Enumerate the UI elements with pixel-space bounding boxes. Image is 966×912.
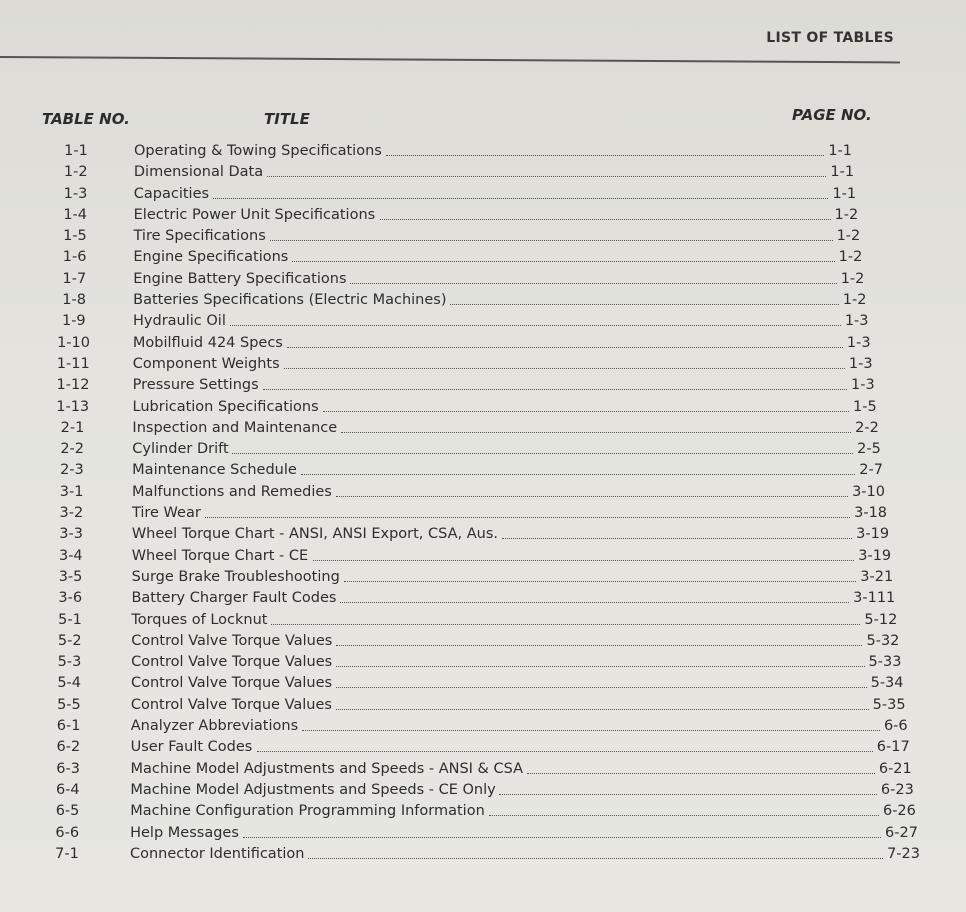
table-number: 1-1 (64, 143, 88, 159)
list-item (0, 673, 966, 694)
table-number: 5-3 (57, 654, 82, 671)
list-item (0, 311, 966, 332)
table-number: 6-5 (55, 803, 80, 820)
table-number: 1-3 (63, 185, 88, 202)
table-title: Surge Brake Troubleshooting (131, 568, 340, 585)
dot-leader (527, 773, 875, 774)
table-title: Control Valve Torque Values (131, 654, 333, 671)
table-title: Electric Power Unit Specifications (133, 206, 376, 223)
page-number: 5-35 (872, 696, 906, 713)
list-item (0, 695, 966, 716)
table-title: Machine Configuration Programming Information (130, 803, 485, 820)
running-head: LIST OF TABLES (766, 30, 894, 46)
table-number: 2-1 (60, 419, 85, 436)
table-number: 7-1 (55, 845, 79, 862)
page-number: 6-17 (876, 739, 910, 756)
page-number: 1-3 (846, 334, 871, 351)
dot-leader (323, 411, 849, 412)
dot-leader (243, 837, 881, 838)
column-header-page-no: PAGE NO. (792, 106, 872, 124)
table-title: Operating & Towing Specifications (134, 143, 382, 159)
page-number: 2-5 (857, 441, 881, 458)
list-item (0, 205, 966, 226)
table-title: Battery Charger Fault Codes (131, 590, 337, 607)
list-item (0, 844, 966, 865)
list-item (0, 780, 966, 801)
page-number: 2-2 (855, 419, 879, 436)
table-number: 3-5 (58, 568, 83, 585)
table-title: Malfunctions and Remedies (132, 483, 332, 500)
list-item (0, 737, 966, 758)
dot-leader (489, 815, 879, 816)
table-number: 6-6 (55, 824, 80, 841)
table-title: Capacities (133, 185, 210, 202)
dot-leader (301, 474, 855, 475)
column-header-table-no: TABLE NO. (42, 110, 130, 128)
list-of-tables (0, 141, 966, 865)
page-number: 5-34 (870, 675, 904, 692)
page-number: 1-2 (838, 249, 863, 266)
table-title: Tire Wear (131, 505, 201, 522)
page-number: 1-2 (836, 228, 861, 245)
dot-leader (263, 389, 847, 390)
table-title: Control Valve Torque Values (130, 675, 333, 692)
dot-leader (336, 496, 848, 497)
list-item (0, 333, 966, 354)
table-number: 1-7 (62, 270, 87, 287)
header-rule (0, 56, 900, 63)
table-title: Mobilfluid 424 Specs (132, 334, 283, 351)
page-number: 1-3 (844, 313, 869, 330)
page-number: 5-32 (866, 632, 900, 649)
list-item (0, 247, 966, 268)
list-item (0, 759, 966, 780)
table-title: Pressure Settings (132, 377, 259, 394)
table-title: Tire Specifications (133, 228, 266, 245)
dot-leader (232, 453, 853, 454)
dot-leader (386, 155, 824, 156)
table-title: Lubrication Specifications (132, 398, 319, 415)
page-number: 3-10 (852, 483, 885, 500)
table-number: 6-4 (55, 781, 80, 798)
dot-leader (292, 261, 835, 262)
list-item (0, 460, 966, 481)
dot-leader (287, 347, 843, 348)
dot-leader (336, 666, 865, 667)
page-number: 7-23 (887, 845, 920, 862)
table-title: Dimensional Data (133, 164, 264, 181)
page-number: 3-21 (860, 568, 894, 585)
table-number: 1-6 (62, 249, 87, 266)
page-number: 6-23 (880, 781, 914, 798)
table-title: User Fault Codes (130, 739, 253, 756)
page-number: 1-2 (840, 270, 865, 287)
dot-leader (267, 176, 826, 177)
table-title: Wheel Torque Chart - CE (131, 547, 309, 564)
page-number: 6-26 (882, 803, 916, 820)
table-title: Help Messages (130, 824, 239, 841)
dot-leader (302, 730, 880, 731)
dot-leader (380, 219, 831, 220)
page-number: 3-19 (856, 526, 890, 543)
table-title: Machine Model Adjustments and Speeds - CE Only (130, 781, 496, 798)
table-number: 3-2 (59, 505, 84, 522)
dot-leader (270, 240, 833, 241)
list-item (0, 567, 966, 588)
table-title: Machine Model Adjustments and Speeds - ANSI & CSA (130, 760, 523, 777)
dot-leader (308, 858, 883, 859)
page-number: 1-5 (853, 398, 877, 415)
page-number: 6-21 (878, 760, 912, 777)
list-item (0, 226, 966, 247)
table-number: 1-8 (62, 292, 86, 309)
dot-leader (350, 283, 837, 284)
table-number: 1-5 (63, 228, 87, 245)
list-item (0, 375, 966, 396)
dot-leader (257, 751, 873, 752)
page-number: 1-1 (828, 143, 852, 159)
list-item (0, 397, 966, 418)
page-number: 3-111 (853, 590, 896, 607)
dot-leader (336, 709, 869, 710)
table-title: Control Valve Torque Values (131, 632, 333, 649)
list-item (0, 524, 966, 545)
page-number: 5-12 (864, 611, 898, 628)
list-item (0, 439, 966, 460)
table-title: Hydraulic Oil (133, 313, 226, 330)
dot-leader (340, 602, 849, 603)
table-title: Control Valve Torque Values (130, 696, 332, 713)
table-title: Engine Specifications (133, 249, 289, 266)
page-number: 3-18 (854, 505, 888, 522)
page-number: 1-3 (848, 355, 873, 372)
table-number: 6-2 (56, 739, 81, 756)
dot-leader (313, 560, 854, 561)
dot-leader (213, 198, 828, 199)
list-item (0, 588, 966, 609)
table-number: 5-2 (57, 632, 82, 649)
table-number: 1-12 (56, 377, 90, 394)
table-title: Batteries Specifications (Electric Machines) (133, 292, 447, 309)
list-item (0, 184, 966, 205)
page-number: 6-6 (883, 718, 908, 735)
table-number: 5-5 (57, 696, 81, 713)
dot-leader (230, 325, 841, 326)
table-number: 1-11 (56, 355, 90, 372)
page-number: 1-2 (834, 206, 859, 223)
table-title: Component Weights (132, 355, 280, 372)
table-number: 6-3 (56, 760, 80, 777)
dot-leader (341, 432, 851, 433)
column-header-title: TITLE (264, 110, 310, 128)
page-number: 1-1 (830, 164, 855, 181)
list-item (0, 610, 966, 631)
dot-leader (336, 645, 862, 646)
table-number: 2-2 (60, 441, 85, 458)
table-title: Connector Identification (130, 845, 305, 862)
table-number: 3-1 (59, 483, 84, 500)
table-number: 5-4 (57, 675, 82, 692)
list-item (0, 716, 966, 737)
table-number: 1-2 (63, 164, 88, 181)
page-number: 2-7 (859, 462, 883, 479)
table-title: Analyzer Abbreviations (130, 718, 299, 735)
table-title: Maintenance Schedule (132, 462, 297, 479)
dot-leader (284, 368, 845, 369)
list-item (0, 269, 966, 290)
table-title: Cylinder Drift (132, 441, 229, 458)
table-number: 3-6 (58, 590, 83, 607)
table-title: Wheel Torque Chart - ANSI, ANSI Export, CSA, Aus. (131, 526, 499, 543)
list-item (0, 801, 966, 822)
page-number: 6-27 (885, 824, 918, 841)
table-title: Inspection and Maintenance (132, 419, 338, 436)
dot-leader (499, 794, 877, 795)
list-item (0, 482, 966, 503)
table-number: 3-4 (58, 547, 83, 564)
list-item (0, 290, 966, 311)
table-number: 2-3 (60, 462, 84, 479)
table-number: 1-9 (61, 313, 86, 330)
dot-leader (450, 304, 839, 305)
list-item (0, 631, 966, 652)
dot-leader (205, 517, 850, 518)
table-title: Engine Battery Specifications (133, 270, 347, 287)
list-item (0, 162, 966, 183)
list-item (0, 354, 966, 375)
table-number: 1-13 (56, 398, 90, 415)
table-number: 6-1 (56, 718, 81, 735)
page-number: 3-19 (858, 547, 892, 564)
table-number: 5-1 (58, 611, 82, 628)
table-title: Torques of Locknut (131, 611, 268, 628)
list-item (0, 546, 966, 567)
list-item (0, 418, 966, 439)
page-number: 1-2 (842, 292, 867, 309)
list-item (0, 823, 966, 844)
dot-leader (344, 581, 856, 582)
list-item (0, 652, 966, 673)
list-item (0, 141, 966, 162)
table-number: 1-4 (63, 206, 88, 223)
dot-leader (271, 624, 860, 625)
table-number: 3-3 (59, 526, 83, 543)
page-number: 5-33 (868, 654, 902, 671)
list-item (0, 503, 966, 524)
dot-leader (502, 538, 852, 539)
table-number: 1-10 (57, 334, 90, 351)
page-number: 1-3 (850, 377, 875, 394)
page-number: 1-1 (832, 185, 857, 202)
dot-leader (336, 687, 867, 688)
